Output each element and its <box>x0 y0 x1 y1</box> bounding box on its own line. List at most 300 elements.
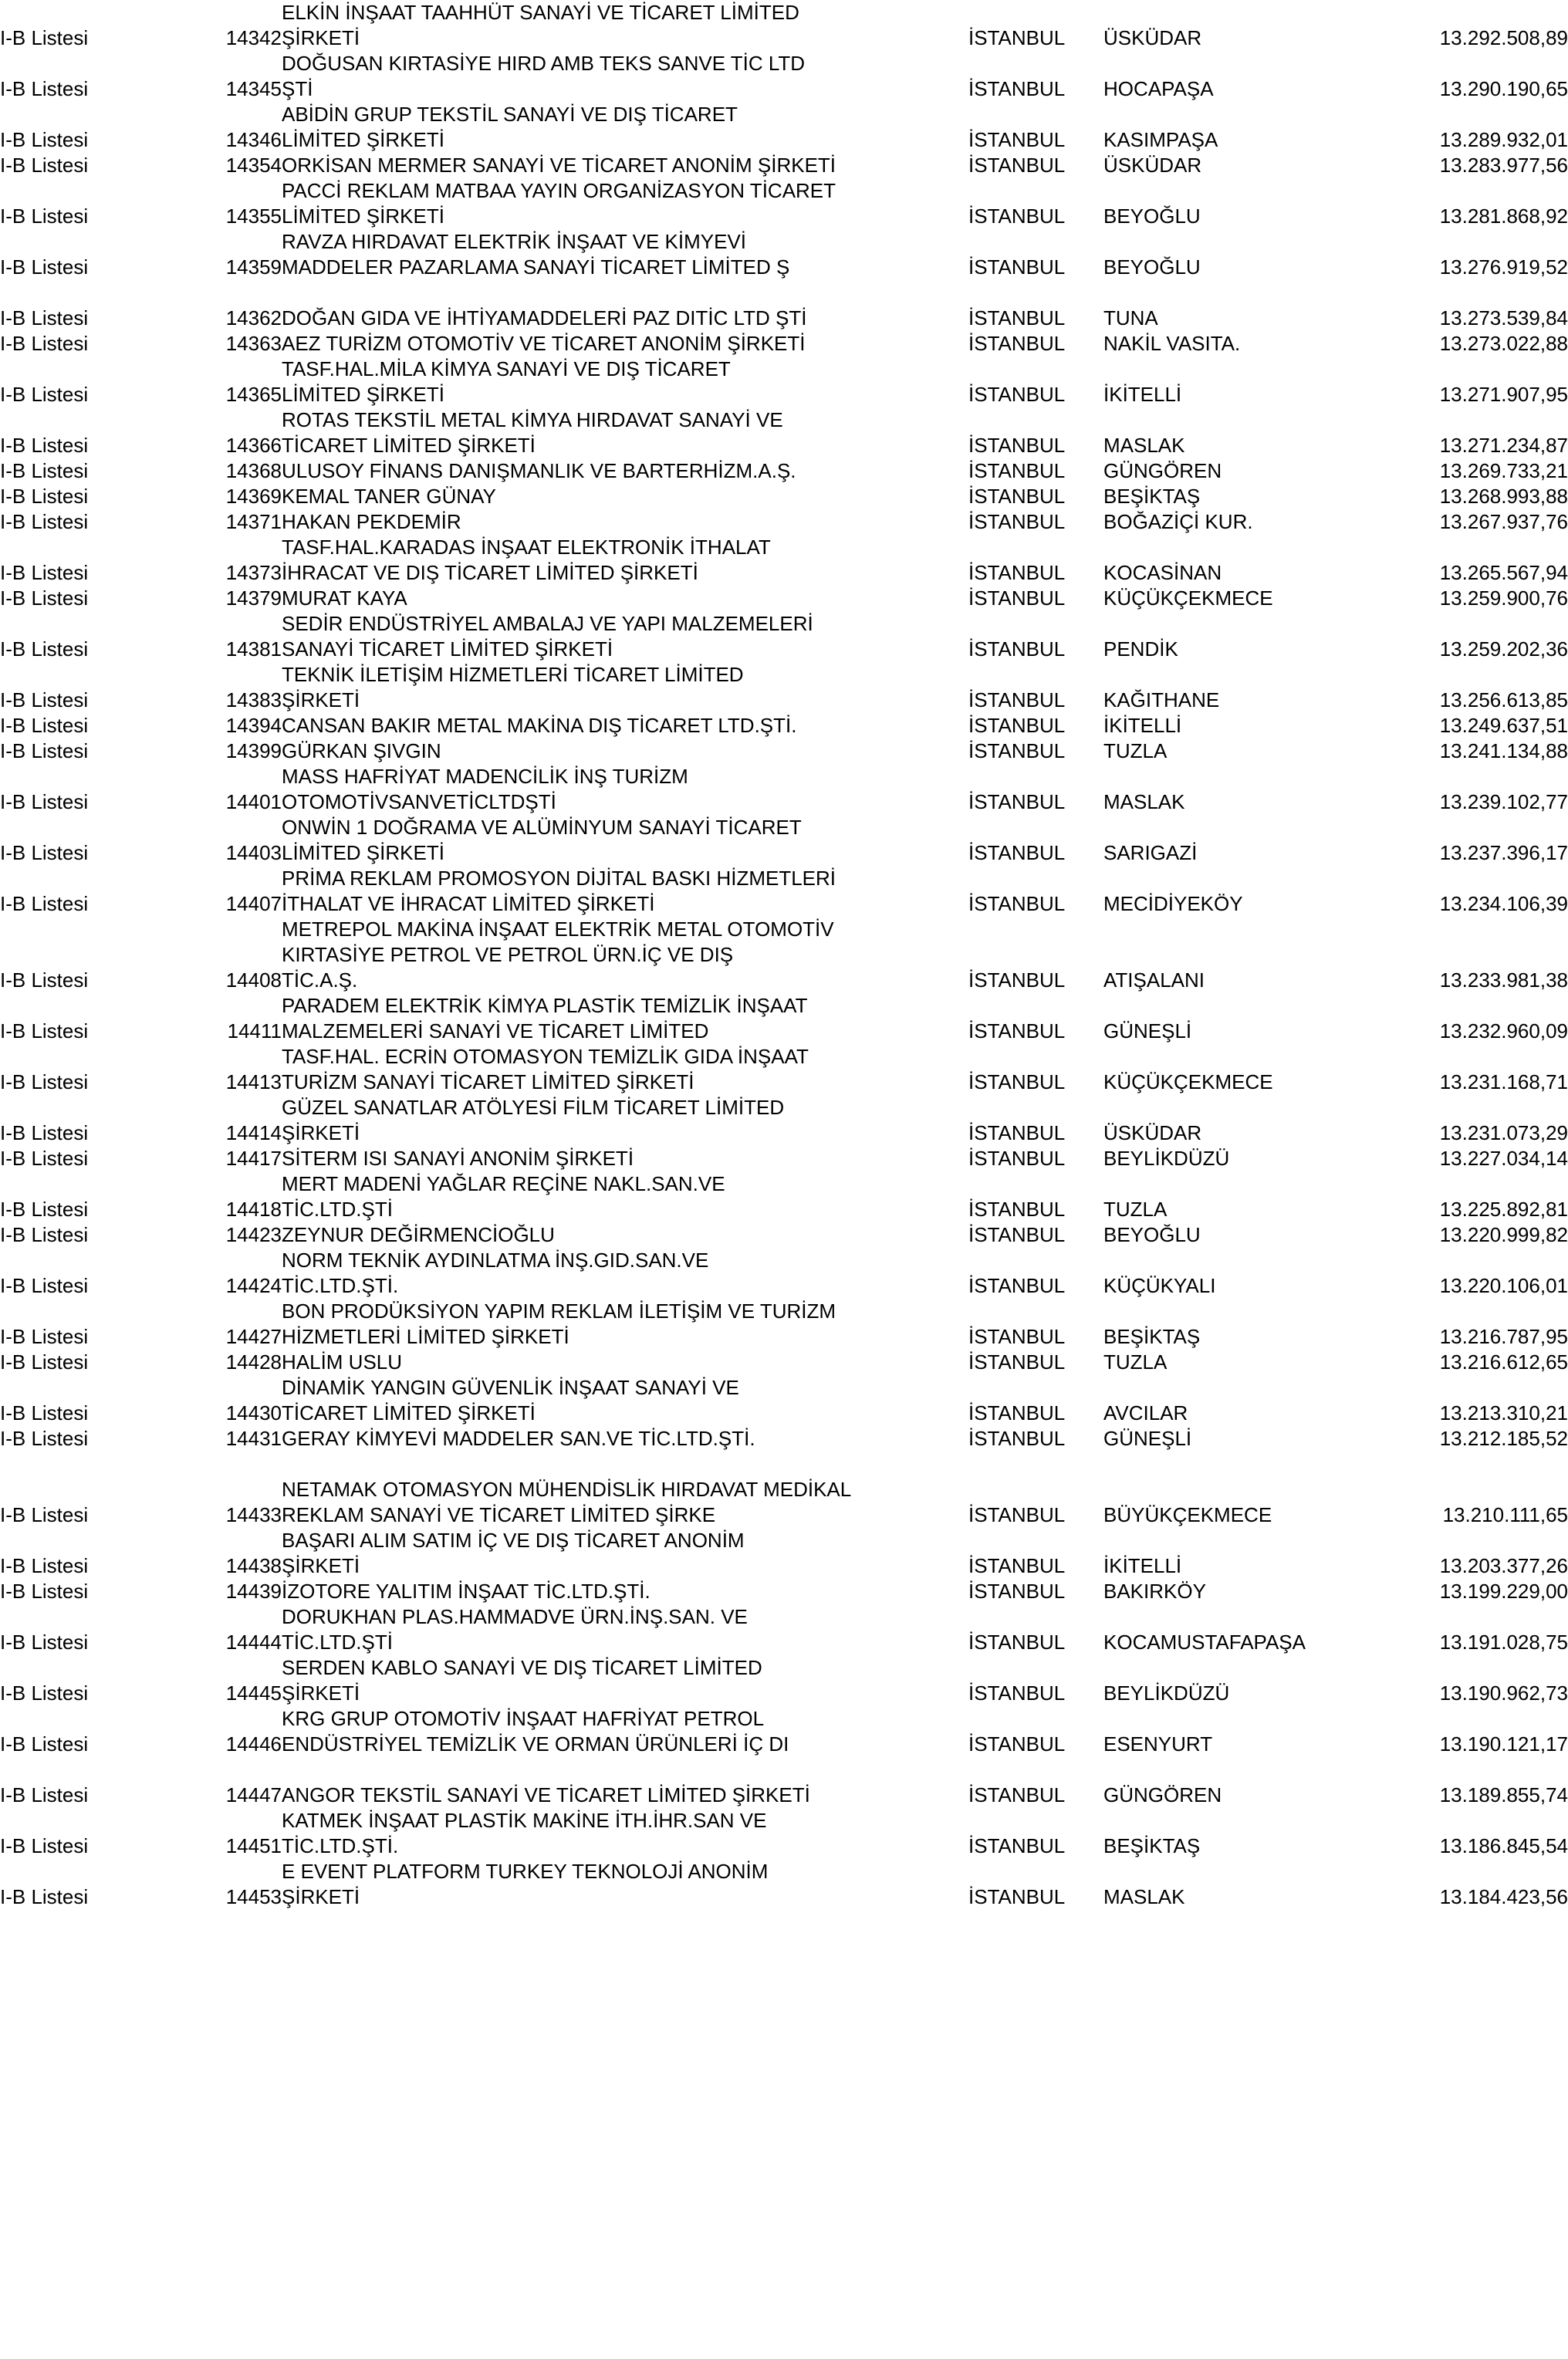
amount-cell: 13.268.993,88 <box>1439 485 1568 508</box>
amount-spacer-cell <box>1335 1095 1568 1120</box>
district-spacer-cell <box>1103 1528 1335 1553</box>
no-spacer-cell <box>143 1095 282 1120</box>
amount-cell: 13.212.185,52 <box>1439 1427 1568 1450</box>
table-row[interactable] <box>0 1197 1568 1222</box>
company-name-cell: ZEYNUR DEĞİRMENCİOĞLU <box>282 1223 555 1246</box>
table-row[interactable] <box>0 331 1568 357</box>
table-row[interactable] <box>0 1502 1568 1528</box>
company-name-continuation: SEDİR ENDÜSTRİYEL AMBALAJ VE YAPI MALZEMELERİ <box>282 612 813 635</box>
amount-spacer-cell <box>1335 1044 1568 1070</box>
city-cell: İSTANBUL <box>968 1732 1066 1756</box>
list-spacer-cell <box>0 357 143 382</box>
list-name-cell: I-B Listesi <box>0 485 89 508</box>
no-spacer-cell <box>143 1375 282 1401</box>
table-row[interactable] <box>0 637 1568 662</box>
no-spacer-cell <box>143 1859 282 1884</box>
amount-cell: 13.290.190,65 <box>1439 77 1568 100</box>
record-number-cell: 14399 <box>225 739 282 762</box>
record-number-cell: 14359 <box>225 255 282 279</box>
amount-cell: 13.210.111,65 <box>1442 1503 1568 1526</box>
amount-spacer-cell <box>1335 942 1568 968</box>
district-cell: NAKİL VASITA. <box>1103 332 1241 355</box>
city-spacer-cell <box>968 1248 1103 1273</box>
record-number-cell: 14446 <box>225 1732 282 1756</box>
amount-cell: 13.213.310,21 <box>1439 1401 1568 1425</box>
city-cell: İSTANBUL <box>968 510 1066 533</box>
list-spacer-cell <box>0 815 143 840</box>
amount-cell: 13.237.396,17 <box>1439 841 1568 864</box>
no-spacer-cell <box>143 1248 282 1273</box>
no-spacer-cell <box>143 764 282 789</box>
city-cell: İSTANBUL <box>968 1147 1066 1170</box>
city-cell: İSTANBUL <box>968 892 1066 915</box>
list-name-cell: I-B Listesi <box>0 968 89 992</box>
amount-cell: 13.281.868,92 <box>1439 204 1568 228</box>
record-number-cell: 14342 <box>225 26 282 49</box>
table-spacer-row <box>0 1452 1568 1477</box>
table-row[interactable] <box>0 484 1568 509</box>
amount-spacer-cell <box>1335 1477 1568 1502</box>
list-name-cell: I-B Listesi <box>0 1401 89 1425</box>
district-cell: HOCAPAŞA <box>1103 77 1214 100</box>
table-row[interactable] <box>0 1833 1568 1859</box>
company-name-wrap-row <box>0 535 1568 560</box>
list-spacer-cell <box>0 1375 143 1401</box>
table-row[interactable] <box>0 1222 1568 1248</box>
no-spacer-cell <box>143 535 282 560</box>
district-spacer-cell <box>1103 764 1335 789</box>
company-name-continuation: MASS HAFRİYAT MADENCİLİK İNŞ TURİZM <box>282 765 688 788</box>
company-name-cell: ŞTİ <box>282 77 313 100</box>
company-name-wrap-row <box>0 1706 1568 1732</box>
company-name-wrap-row <box>0 993 1568 1019</box>
table-row[interactable] <box>0 1732 1568 1757</box>
amount-spacer-cell <box>1335 662 1568 688</box>
company-name-continuation: KRG GRUP OTOMOTİV İNŞAAT HAFRİYAT PETROL <box>282 1707 765 1730</box>
table-row[interactable] <box>0 1783 1568 1808</box>
city-spacer-cell <box>968 178 1103 204</box>
table-row[interactable] <box>0 509 1568 535</box>
table-row[interactable] <box>0 1579 1568 1604</box>
list-name-cell: I-B Listesi <box>0 841 89 864</box>
table-row[interactable] <box>0 1350 1568 1375</box>
company-name-cell: LİMİTED ŞİRKETİ <box>282 841 444 864</box>
no-spacer-cell <box>143 1299 282 1324</box>
table-row[interactable] <box>0 891 1568 917</box>
amount-cell: 13.267.937,76 <box>1439 510 1568 533</box>
company-name-wrap-row <box>0 1604 1568 1630</box>
list-name-cell: I-B Listesi <box>0 434 89 457</box>
table-row[interactable] <box>0 306 1568 331</box>
list-name-cell: I-B Listesi <box>0 26 89 49</box>
table-row[interactable] <box>0 382 1568 407</box>
company-name-continuation: PACCİ REKLAM MATBAA YAYIN ORGANİZASYON TİCARET <box>282 179 836 202</box>
table-row[interactable] <box>0 586 1568 611</box>
company-name-continuation: PARADEM ELEKTRİK KİMYA PLASTİK TEMİZLİK İNŞAAT <box>282 994 808 1017</box>
district-spacer-cell <box>1103 993 1335 1019</box>
company-name-cell: MALZEMELERİ SANAYİ VE TİCARET LİMİTED <box>282 1019 709 1043</box>
record-number-cell: 14394 <box>225 714 282 737</box>
district-spacer-cell <box>1103 0 1335 25</box>
district-cell: KÜÇÜKÇEKMECE <box>1103 586 1273 610</box>
table-row[interactable] <box>0 688 1568 713</box>
city-cell: İSTANBUL <box>968 459 1066 482</box>
amount-cell: 13.256.613,85 <box>1439 688 1568 711</box>
district-spacer-cell <box>1103 942 1335 968</box>
no-spacer-cell <box>143 866 282 891</box>
company-name-wrap-row <box>0 942 1568 968</box>
table-row[interactable] <box>0 1401 1568 1426</box>
city-cell: İSTANBUL <box>968 1503 1066 1526</box>
table-row[interactable] <box>0 25 1568 51</box>
amount-spacer-cell <box>1335 1706 1568 1732</box>
company-name-cell: OTOMOTİVSANVETİCLTDŞTİ <box>282 790 556 813</box>
district-cell: ÜSKÜDAR <box>1103 154 1202 177</box>
amount-cell: 13.273.539,84 <box>1439 306 1568 330</box>
district-cell: KASIMPAŞA <box>1103 128 1218 151</box>
list-name-cell: I-B Listesi <box>0 1019 89 1043</box>
company-name-cell: ŞİRKETİ <box>282 1554 360 1577</box>
list-spacer-cell <box>0 1171 143 1197</box>
no-spacer-cell <box>143 1808 282 1833</box>
table-row[interactable] <box>0 968 1568 993</box>
amount-cell: 13.227.034,14 <box>1439 1147 1568 1170</box>
district-cell: TUZLA <box>1103 1198 1168 1221</box>
city-cell: İSTANBUL <box>968 154 1066 177</box>
amount-cell: 13.189.855,74 <box>1439 1783 1568 1806</box>
amount-spacer-cell <box>1335 1299 1568 1324</box>
district-cell: GÜNEŞLİ <box>1103 1019 1192 1043</box>
table-row[interactable] <box>0 1884 1568 1910</box>
record-number-cell: 14401 <box>225 790 282 813</box>
record-number-cell: 14345 <box>225 77 282 100</box>
list-spacer-cell <box>0 0 143 25</box>
list-name-cell: I-B Listesi <box>0 1147 89 1170</box>
record-number-cell: 14408 <box>225 968 282 992</box>
list-name-cell: I-B Listesi <box>0 688 89 711</box>
city-cell: İSTANBUL <box>968 1223 1066 1246</box>
district-spacer-cell <box>1103 1859 1335 1884</box>
list-name-cell: I-B Listesi <box>0 1834 89 1857</box>
city-spacer-cell <box>968 102 1103 127</box>
no-spacer-cell <box>143 815 282 840</box>
city-spacer-cell <box>968 1299 1103 1324</box>
city-cell: İSTANBUL <box>968 714 1066 737</box>
table-row[interactable] <box>0 1630 1568 1655</box>
company-name-wrap-row <box>0 407 1568 433</box>
table-row[interactable] <box>0 840 1568 866</box>
company-name-cell: REKLAM SANAYİ VE TİCARET LİMİTED ŞİRKE <box>282 1503 716 1526</box>
record-number-cell: 14430 <box>225 1401 282 1425</box>
district-spacer-cell <box>1103 1095 1335 1120</box>
company-name-cell: GÜRKAN ŞIVGIN <box>282 739 441 762</box>
city-cell: İSTANBUL <box>968 332 1066 355</box>
city-spacer-cell <box>968 357 1103 382</box>
list-spacer-cell <box>0 1477 143 1502</box>
amount-cell: 13.203.377,26 <box>1439 1554 1568 1577</box>
record-number-cell: 14418 <box>225 1198 282 1221</box>
list-name-cell: I-B Listesi <box>0 561 89 584</box>
list-name-cell: I-B Listesi <box>0 1070 89 1093</box>
list-spacer-cell <box>0 535 143 560</box>
district-spacer-cell <box>1103 1044 1335 1070</box>
district-spacer-cell <box>1103 1808 1335 1833</box>
list-spacer-cell <box>0 1655 143 1681</box>
district-spacer-cell <box>1103 51 1335 76</box>
district-spacer-cell <box>1103 1171 1335 1197</box>
amount-cell: 13.276.919,52 <box>1439 255 1568 279</box>
table-row[interactable] <box>0 1019 1568 1044</box>
company-name-cell: HALİM USLU <box>282 1350 403 1374</box>
company-name-cell: ŞİRKETİ <box>282 688 360 711</box>
company-name-cell: MURAT KAYA <box>282 586 407 610</box>
district-spacer-cell <box>1103 535 1335 560</box>
amount-spacer-cell <box>1335 51 1568 76</box>
company-name-cell: DOĞAN GIDA VE İHTİYAMADDELERİ PAZ DITİC LTD ŞTİ <box>282 306 807 330</box>
district-cell: PENDİK <box>1103 637 1178 661</box>
district-cell: ATIŞALANI <box>1103 968 1205 992</box>
company-name-continuation: NETAMAK OTOMASYON MÜHENDİSLİK HIRDAVAT MEDİKAL <box>282 1478 852 1501</box>
list-spacer-cell <box>0 1248 143 1273</box>
list-name-cell: I-B Listesi <box>0 637 89 661</box>
table-row[interactable] <box>0 255 1568 280</box>
company-name-cell: HİZMETLERİ LİMİTED ŞİRKETİ <box>282 1325 569 1348</box>
table-row[interactable] <box>0 153 1568 178</box>
district-cell: TUZLA <box>1103 739 1168 762</box>
no-spacer-cell <box>143 1706 282 1732</box>
list-name-cell: I-B Listesi <box>0 128 89 151</box>
table-row[interactable] <box>0 76 1568 102</box>
district-cell: BAKIRKÖY <box>1103 1580 1206 1603</box>
district-cell: AVCILAR <box>1103 1401 1188 1425</box>
list-name-cell: I-B Listesi <box>0 204 89 228</box>
company-name-wrap-row <box>0 917 1568 942</box>
district-cell: TUNA <box>1103 306 1158 330</box>
table-row[interactable] <box>0 127 1568 153</box>
list-spacer-cell <box>0 102 143 127</box>
city-cell: İSTANBUL <box>968 790 1066 813</box>
record-number-cell: 14379 <box>225 586 282 610</box>
record-number-cell: 14428 <box>225 1350 282 1374</box>
district-cell: KOCAMUSTAFAPAŞA <box>1103 1631 1306 1654</box>
district-cell: MASLAK <box>1103 790 1185 813</box>
amount-cell: 13.199.229,00 <box>1439 1580 1568 1603</box>
amount-cell: 13.190.962,73 <box>1439 1681 1568 1705</box>
district-spacer-cell <box>1103 917 1335 942</box>
amount-cell: 13.232.960,09 <box>1439 1019 1568 1043</box>
city-cell: İSTANBUL <box>968 434 1066 457</box>
record-number-cell: 14444 <box>225 1631 282 1654</box>
no-spacer-cell <box>143 1477 282 1502</box>
no-spacer-cell <box>143 229 282 255</box>
company-name-cell: TİCARET LİMİTED ŞİRKETİ <box>282 434 536 457</box>
company-name-cell: KEMAL TANER GÜNAY <box>282 485 496 508</box>
table-row[interactable] <box>0 789 1568 815</box>
city-cell: İSTANBUL <box>968 1783 1066 1806</box>
list-name-cell: I-B Listesi <box>0 1554 89 1577</box>
table-row[interactable] <box>0 560 1568 586</box>
company-name-wrap-row <box>0 102 1568 127</box>
district-spacer-cell <box>1103 662 1335 688</box>
city-cell: İSTANBUL <box>968 1427 1066 1450</box>
company-name-wrap-row <box>0 1171 1568 1197</box>
amount-cell: 13.190.121,17 <box>1439 1732 1568 1756</box>
list-spacer-cell <box>0 51 143 76</box>
district-cell: İKİTELLİ <box>1103 714 1182 737</box>
table-row[interactable] <box>0 1070 1568 1095</box>
amount-cell: 13.216.787,95 <box>1439 1325 1568 1348</box>
record-number-cell: 14423 <box>225 1223 282 1246</box>
no-spacer-cell <box>143 407 282 433</box>
table-row[interactable] <box>0 1146 1568 1171</box>
record-number-cell: 14381 <box>225 637 282 661</box>
company-name-wrap-row <box>0 229 1568 255</box>
list-name-cell: I-B Listesi <box>0 1121 89 1144</box>
city-spacer-cell <box>968 51 1103 76</box>
district-spacer-cell <box>1103 1706 1335 1732</box>
city-spacer-cell <box>968 1477 1103 1502</box>
table-row[interactable] <box>0 738 1568 764</box>
list-spacer-cell <box>0 1044 143 1070</box>
company-name-cell: TİCARET LİMİTED ŞİRKETİ <box>282 1401 536 1425</box>
list-name-cell: I-B Listesi <box>0 1783 89 1806</box>
district-cell: BEŞİKTAŞ <box>1103 485 1201 508</box>
city-spacer-cell <box>968 993 1103 1019</box>
amount-spacer-cell <box>1335 866 1568 891</box>
table-row[interactable] <box>0 433 1568 458</box>
city-cell: İSTANBUL <box>968 1580 1066 1603</box>
table-spacer-row <box>0 1757 1568 1783</box>
table-row[interactable] <box>0 204 1568 229</box>
city-spacer-cell <box>968 229 1103 255</box>
list-name-cell: I-B Listesi <box>0 459 89 482</box>
district-cell: MASLAK <box>1103 1885 1185 1908</box>
amount-cell: 13.289.932,01 <box>1439 128 1568 151</box>
company-name-cell: SİTERM ISI SANAYİ ANONİM ŞİRKETİ <box>282 1147 634 1170</box>
list-name-cell: I-B Listesi <box>0 1732 89 1756</box>
company-name-cell: TİC.A.Ş. <box>282 968 358 992</box>
list-spacer-cell <box>0 917 143 942</box>
company-name-continuation: TASF.HAL. ECRİN OTOMASYON TEMİZLİK GIDA İNŞAAT <box>282 1045 809 1068</box>
company-name-wrap-row <box>0 178 1568 204</box>
district-cell: BEŞİKTAŞ <box>1103 1834 1201 1857</box>
table-row[interactable] <box>0 458 1568 484</box>
company-name-wrap-row <box>0 815 1568 840</box>
district-spacer-cell <box>1103 1299 1335 1324</box>
list-name-cell: I-B Listesi <box>0 1325 89 1348</box>
city-spacer-cell <box>968 1171 1103 1197</box>
company-name-cell: ŞİRKETİ <box>282 1121 360 1144</box>
company-name-cell: ENDÜSTRİYEL TEMİZLİK VE ORMAN ÜRÜNLERİ İÇ DI <box>282 1732 789 1756</box>
city-cell: İSTANBUL <box>968 1401 1066 1425</box>
list-spacer-cell <box>0 1706 143 1732</box>
record-number-cell: 14433 <box>225 1503 282 1526</box>
list-spacer-cell <box>0 178 143 204</box>
no-spacer-cell <box>143 357 282 382</box>
record-number-cell: 14447 <box>225 1783 282 1806</box>
table-row[interactable] <box>0 1426 1568 1452</box>
district-cell: MECİDİYEKÖY <box>1103 892 1243 915</box>
no-spacer-cell <box>143 917 282 942</box>
list-spacer-cell <box>0 662 143 688</box>
no-spacer-cell <box>143 51 282 76</box>
city-spacer-cell <box>968 407 1103 433</box>
district-spacer-cell <box>1103 407 1335 433</box>
city-cell: İSTANBUL <box>968 77 1066 100</box>
company-name-continuation: DOĞUSAN KIRTASİYE HIRD AMB TEKS SANVE TİC LTD <box>282 52 806 75</box>
amount-cell: 13.259.202,36 <box>1439 637 1568 661</box>
district-spacer-cell <box>1103 815 1335 840</box>
company-name-wrap-row <box>0 51 1568 76</box>
company-name-cell: LİMİTED ŞİRKETİ <box>282 383 444 406</box>
list-spacer-cell <box>0 942 143 968</box>
no-spacer-cell <box>143 1655 282 1681</box>
city-cell: İSTANBUL <box>968 26 1066 49</box>
city-spacer-cell <box>968 866 1103 891</box>
table-row[interactable] <box>0 1324 1568 1350</box>
list-name-cell: I-B Listesi <box>0 739 89 762</box>
company-name-continuation: ABİDİN GRUP TEKSTİL SANAYİ VE DIŞ TİCARET <box>282 103 738 126</box>
table-row[interactable] <box>0 1120 1568 1146</box>
list-name-cell: I-B Listesi <box>0 510 89 533</box>
company-name-cell: ULUSOY FİNANS DANIŞMANLIK VE BARTERHİZM.A.Ş. <box>282 459 796 482</box>
city-cell: İSTANBUL <box>968 1885 1066 1908</box>
amount-spacer-cell <box>1335 535 1568 560</box>
amount-cell: 13.283.977,56 <box>1439 154 1568 177</box>
amount-spacer-cell <box>1335 917 1568 942</box>
company-name-wrap-row <box>0 0 1568 25</box>
company-name-wrap-row <box>0 764 1568 789</box>
city-cell: İSTANBUL <box>968 1681 1066 1705</box>
amount-spacer-cell <box>1335 1528 1568 1553</box>
city-spacer-cell <box>968 1095 1103 1120</box>
district-spacer-cell <box>1103 178 1335 204</box>
no-spacer-cell <box>143 1171 282 1197</box>
amount-cell: 13.271.234,87 <box>1439 434 1568 457</box>
amount-spacer-cell <box>1335 357 1568 382</box>
company-name-wrap-row <box>0 866 1568 891</box>
list-name-cell: I-B Listesi <box>0 790 89 813</box>
list-name-cell: I-B Listesi <box>0 77 89 100</box>
company-name-continuation: PRİMA REKLAM PROMOSYON DİJİTAL BASKI HİZMETLERİ <box>282 867 836 890</box>
record-number-cell: 14366 <box>225 434 282 457</box>
table-row[interactable] <box>0 1273 1568 1299</box>
table-row[interactable] <box>0 713 1568 738</box>
no-spacer-cell <box>143 942 282 968</box>
list-name-cell: I-B Listesi <box>0 1631 89 1654</box>
city-spacer-cell <box>968 1706 1103 1732</box>
list-name-cell: I-B Listesi <box>0 1681 89 1705</box>
list-name-cell: I-B Listesi <box>0 714 89 737</box>
district-spacer-cell <box>1103 357 1335 382</box>
city-cell: İSTANBUL <box>968 586 1066 610</box>
amount-cell: 13.234.106,39 <box>1439 892 1568 915</box>
company-name-cell: TİC.LTD.ŞTİ <box>282 1631 393 1654</box>
district-cell: BEŞİKTAŞ <box>1103 1325 1201 1348</box>
company-name-wrap-row <box>0 1248 1568 1273</box>
list-name-cell: I-B Listesi <box>0 1885 89 1908</box>
list-name-cell: I-B Listesi <box>0 1223 89 1246</box>
table-row[interactable] <box>0 1553 1568 1579</box>
district-cell: BEYLİKDÜZÜ <box>1103 1147 1230 1170</box>
district-cell: ÜSKÜDAR <box>1103 1121 1202 1144</box>
record-number-cell: 14368 <box>225 459 282 482</box>
amount-cell: 13.216.612,65 <box>1439 1350 1568 1374</box>
table-row[interactable] <box>0 1681 1568 1706</box>
city-cell: İSTANBUL <box>968 1019 1066 1043</box>
spacer-cell <box>0 1452 1568 1477</box>
company-name-continuation: NORM TEKNİK AYDINLATMA İNŞ.GID.SAN.VE <box>282 1249 709 1272</box>
